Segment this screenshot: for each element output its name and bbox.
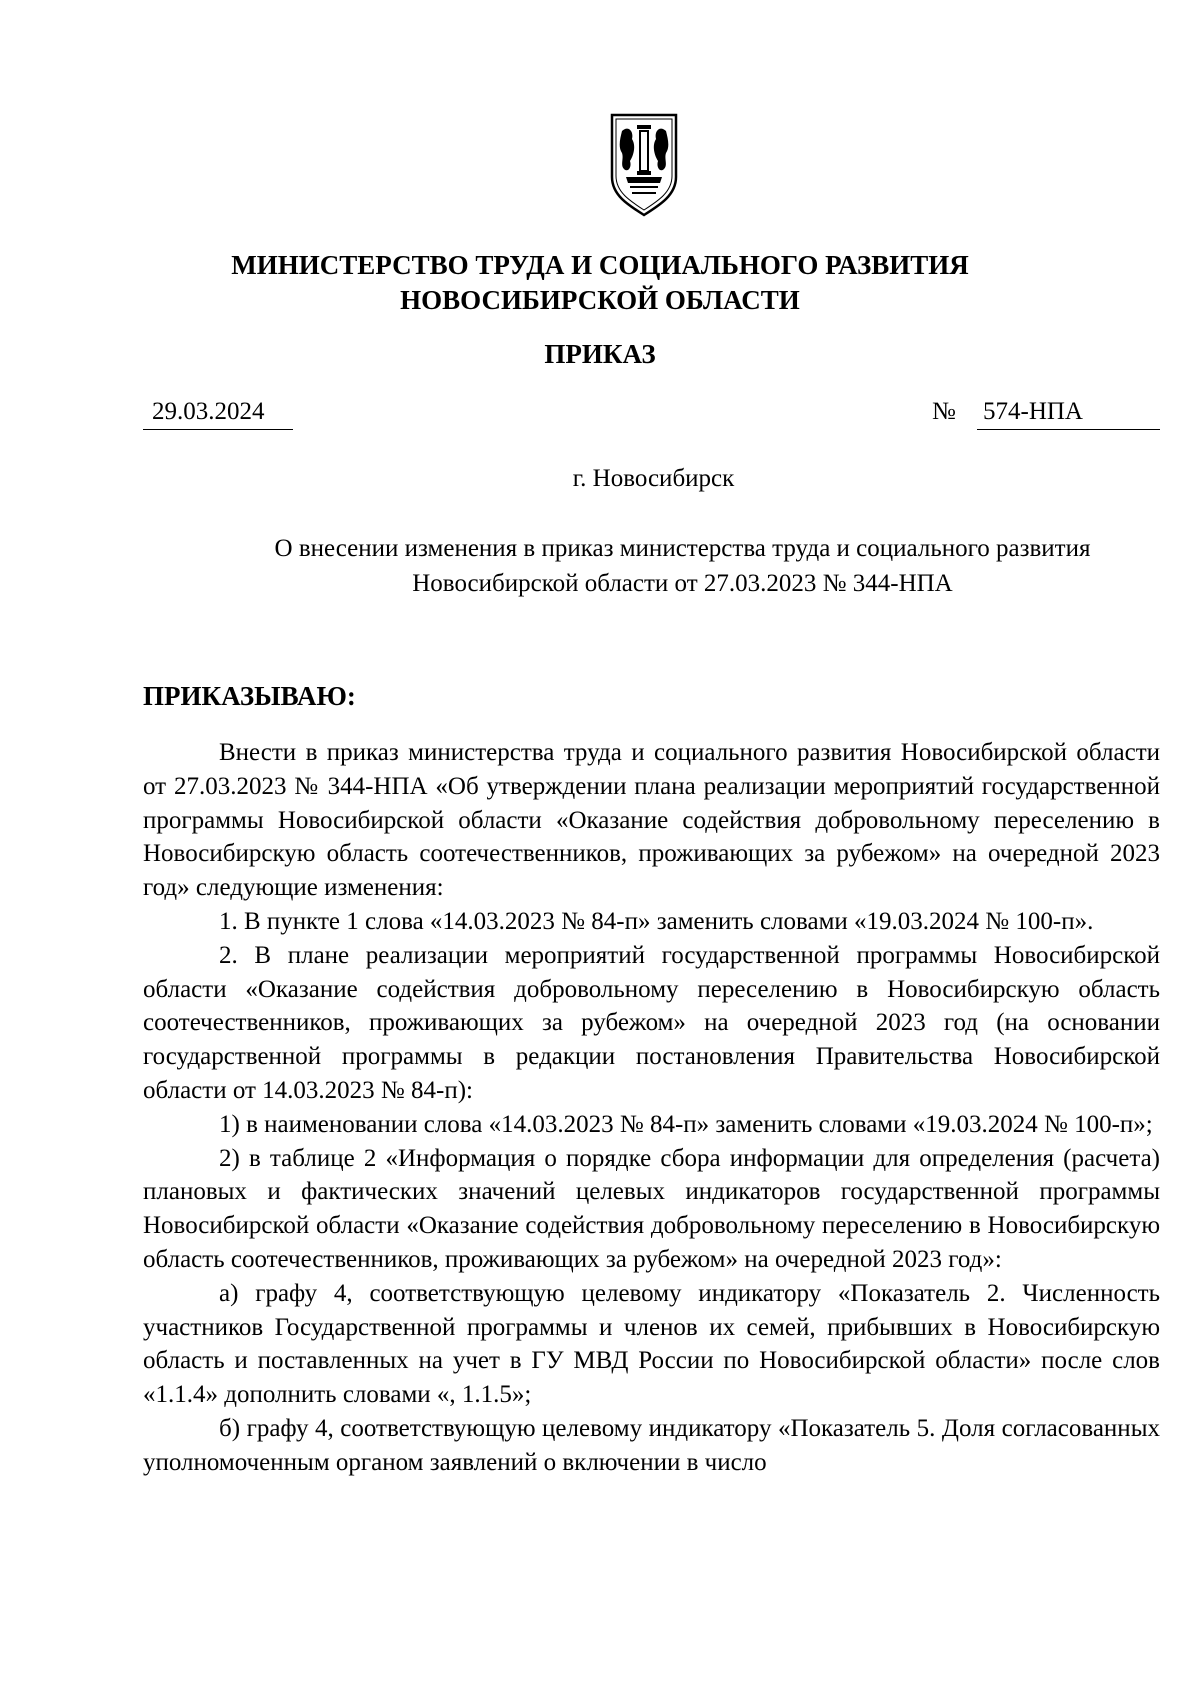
document-date: 29.03.2024 [152, 398, 265, 425]
subject-line2: Новосибирской области от 27.03.2023 № 344-НПА [412, 570, 953, 597]
number-sign: № [932, 398, 956, 425]
document-subject [205, 531, 1160, 601]
body-paragraph: б) графу 4, соответствующую целевому индикатору «Показатель 5. Доля согласованных уполномоченным органом заявлений о включении в число [143, 1414, 1160, 1476]
order-heading: ПРИКАЗЫВАЮ: [143, 681, 356, 711]
body-paragraph: 1. В пункте 1 слова «14.03.2023 № 84-п» заменить словами «19.03.2024 № 100-п». [219, 907, 1094, 935]
body-paragraph: 2) в таблице 2 «Информация о порядке сбора информации для определения (расчета) плановых и фактических значений целевых индикаторов государственной программы Новосибирской области «Оказание содействия добровольному переселению в Новосибирскую область соотечественников, проживающих за рубежом» на очередной 2023 год»: [143, 1144, 1160, 1273]
body-paragraph: 2. В плане реализации мероприятий государственной программы Новосибирской области «Оказание содействия добровольному переселению в Новосибирскую область соотечественников, проживающих за рубежом» на очередной 2023 год (на основании государственной программы в редакции постановления Правительства Новосибирской области от 14.03.2023 № 84-п): [143, 941, 1160, 1104]
ministry-name-line1: МИНИСТЕРСТВО ТРУДА И СОЦИАЛЬНОГО РАЗВИТИЯ [231, 250, 969, 280]
coat-of-arms-emblem [606, 111, 682, 219]
city-line: г. Новосибирск [572, 465, 735, 492]
ministry-name [0, 248, 1200, 318]
body-paragraph: а) графу 4, соответствующую целевому индикатору «Показатель 2. Численность участников Государственной программы и членов их семей, прибывших в Новосибирскую область и поставленных на учет в ГУ МВД России по Новосибирской области» после слов «1.1.4» дополнить словами «, 1.1.5»; [143, 1279, 1160, 1409]
date-field [143, 395, 293, 430]
document-number: 574-НПА [983, 398, 1083, 425]
subject-line1: О внесении изменения в приказ министерства труда и социального развития [274, 535, 1091, 562]
ministry-name-line2: НОВОСИБИРСКОЙ ОБЛАСТИ [400, 285, 800, 315]
document-body [143, 736, 1160, 1480]
body-paragraph: Внести в приказ министерства труда и социального развития Новосибирской области от 27.03.2023 № 344-НПА «Об утверждении плана реализации мероприятий государственной программы Новосибирской области «Оказание содействия добровольному переселению в Новосибирскую область соотечественников, проживающих за рубежом» на очередной 2023 год» следующие изменения: [143, 739, 1160, 902]
body-paragraph: 1) в наименовании слова «14.03.2023 № 84-п» заменить словами «19.03.2024 № 100-п»; [219, 1110, 1153, 1138]
document-type-title: ПРИКАЗ [544, 339, 656, 369]
number-field [977, 395, 1160, 430]
